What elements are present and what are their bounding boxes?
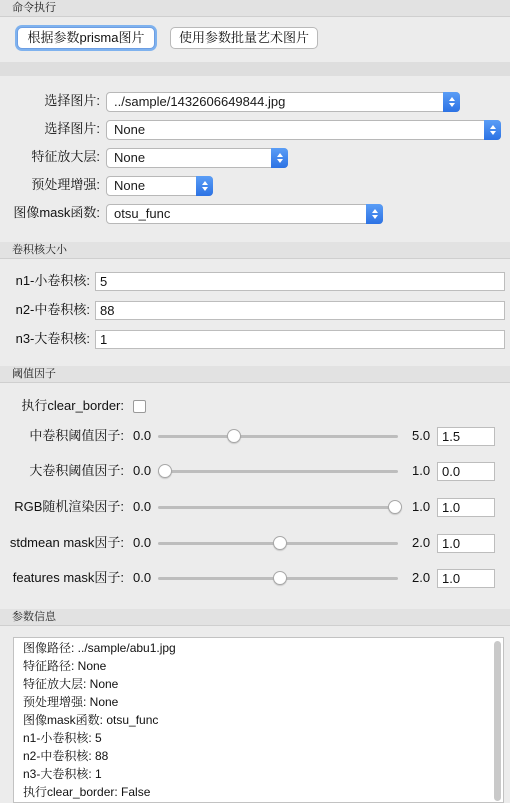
select-image2-value: None xyxy=(114,122,146,137)
kernel-panel xyxy=(0,259,510,363)
separator-band xyxy=(0,62,510,76)
preprocess-value: None xyxy=(114,178,146,193)
stdmean-mask-max: 2.0 xyxy=(412,535,431,550)
stdmean-mask-value-input[interactable]: 1.0 xyxy=(437,534,495,553)
info-line: n1-小卷积核: 5 xyxy=(23,731,102,745)
stdmean-mask-min: 0.0 xyxy=(133,535,152,550)
large-threshold-slider-track[interactable] xyxy=(158,470,398,473)
chevron-updown-icon xyxy=(196,176,213,196)
section-header-kernel: 卷积核大小 xyxy=(0,242,510,259)
info-line: 预处理增强: None xyxy=(23,695,119,709)
mask-func-dropdown[interactable] xyxy=(106,204,383,224)
select-image-dropdown[interactable] xyxy=(106,92,460,112)
mid-threshold-min: 0.0 xyxy=(133,428,152,443)
info-line: n2-中卷积核: 88 xyxy=(23,749,109,763)
large-threshold-slider-knob[interactable] xyxy=(158,464,172,478)
prisma-button[interactable]: 根据参数prisma图片 xyxy=(17,27,155,49)
large-threshold-label: 大卷积阈值因子: xyxy=(29,463,124,478)
feature-layer-value: None xyxy=(114,150,146,165)
kernel-n3-label: n3-大卷积核: xyxy=(15,331,90,346)
threshold-panel xyxy=(0,383,510,603)
info-line: 特征放大层: None xyxy=(23,677,119,691)
mid-threshold-max: 5.0 xyxy=(412,428,431,443)
chevron-updown-icon xyxy=(271,148,288,168)
chevron-updown-icon xyxy=(366,204,383,224)
kernel-n3-input[interactable]: 1 xyxy=(95,330,505,349)
rgb-render-min: 0.0 xyxy=(133,499,152,514)
features-mask-label: features mask因子: xyxy=(12,570,124,585)
chevron-updown-icon xyxy=(484,120,501,140)
clear-border-label: 执行clear_border: xyxy=(21,398,124,413)
section-header-info: 参数信息 xyxy=(0,609,510,626)
info-line: 特征路径: None xyxy=(23,659,107,673)
mid-threshold-slider-knob[interactable] xyxy=(227,429,241,443)
info-text-area[interactable] xyxy=(13,637,504,803)
kernel-n2-label: n2-中卷积核: xyxy=(15,302,90,317)
large-threshold-max: 1.0 xyxy=(412,463,431,478)
large-threshold-value-input[interactable]: 0.0 xyxy=(437,462,495,481)
info-line: 执行clear_border: False xyxy=(23,785,151,799)
select-image2-dropdown[interactable] xyxy=(106,120,501,140)
rgb-render-value-input[interactable]: 1.0 xyxy=(437,498,495,517)
select-image-label: 选择图片: xyxy=(44,93,100,108)
kernel-n1-label: n1-小卷积核: xyxy=(15,273,90,288)
mid-threshold-value-input[interactable]: 1.5 xyxy=(437,427,495,446)
mask-func-value: otsu_func xyxy=(114,206,171,221)
feature-layer-label: 特征放大层: xyxy=(31,149,100,164)
preprocess-dropdown[interactable] xyxy=(106,176,213,196)
large-threshold-min: 0.0 xyxy=(133,463,152,478)
stdmean-mask-slider-knob[interactable] xyxy=(273,536,287,550)
section-header-command: 命令执行 xyxy=(0,0,510,17)
mid-threshold-label: 中卷积阈值因子: xyxy=(29,428,124,443)
info-scrollbar[interactable] xyxy=(494,641,501,801)
kernel-n1-input[interactable]: 5 xyxy=(95,272,505,291)
chevron-updown-icon xyxy=(443,92,460,112)
features-mask-max: 2.0 xyxy=(412,570,431,585)
stdmean-mask-label: stdmean mask因子: xyxy=(9,535,124,550)
preprocess-label: 预处理增强: xyxy=(31,177,100,192)
section-header-threshold: 阈值因子 xyxy=(0,366,510,383)
selects-panel xyxy=(0,76,510,242)
info-line: 图像路径: ../sample/abu1.jpg xyxy=(23,641,176,655)
rgb-render-slider-knob[interactable] xyxy=(388,500,402,514)
mid-threshold-slider-track[interactable] xyxy=(158,435,398,438)
command-panel xyxy=(0,17,510,62)
clear-border-checkbox[interactable] xyxy=(133,400,146,413)
features-mask-min: 0.0 xyxy=(133,570,152,585)
select-image2-label: 选择图片: xyxy=(44,121,100,136)
features-mask-slider-knob[interactable] xyxy=(273,571,287,585)
rgb-render-label: RGB随机渲染因子: xyxy=(14,499,124,514)
batch-art-button[interactable]: 使用参数批量艺术图片 xyxy=(170,27,318,49)
rgb-render-slider-track[interactable] xyxy=(158,506,398,509)
kernel-n2-input[interactable]: 88 xyxy=(95,301,505,320)
select-image-value: ../sample/1432606649844.jpg xyxy=(114,94,286,109)
mask-func-label: 图像mask函数: xyxy=(13,205,100,220)
rgb-render-max: 1.0 xyxy=(412,499,431,514)
info-line: 图像mask函数: otsu_func xyxy=(23,713,159,727)
feature-layer-dropdown[interactable] xyxy=(106,148,288,168)
features-mask-value-input[interactable]: 1.0 xyxy=(437,569,495,588)
info-line: n3-大卷积核: 1 xyxy=(23,767,102,781)
